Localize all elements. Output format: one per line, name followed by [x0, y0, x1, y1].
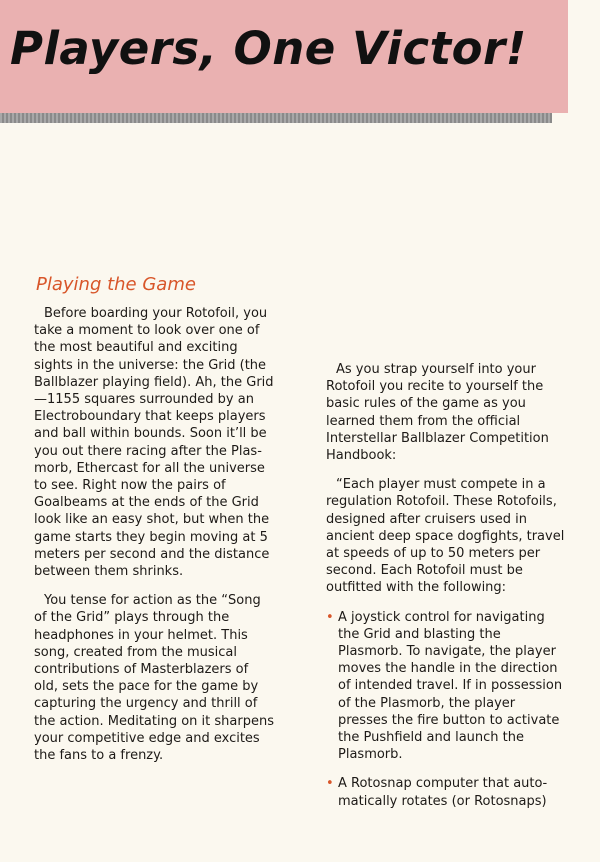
paragraph: Before boarding your Rotofoil, you take a moment to look over one of the most beautiful and exciting sights in the universe: the Grid (the Ballblazer playing field). Ah, the Grid—1155 squares surrounded by an Electroboundary that keeps players and ball within bounds. Soon it’ll be you out there racing after the Plasmorb, Ethercast for all the universe to see. Right now the pairs of Goalbeams at the ends of the Grid look like an easy shot, but when the game starts they begin moving at 5 meters per second and the distance between them shrinks. — [34, 306, 274, 580]
page-title: Players, One Victor! — [10, 22, 527, 75]
banner-stripe — [0, 113, 552, 123]
list-item-text: A Rotosnap computer that automatically rotates (or Rotosnaps) — [338, 776, 548, 809]
list-item — [326, 775, 568, 809]
bullet-list — [326, 609, 568, 810]
bullet-icon: • — [326, 609, 334, 625]
title-banner — [0, 0, 568, 113]
right-column — [326, 361, 568, 822]
left-column — [34, 305, 276, 776]
bullet-icon: • — [326, 776, 334, 792]
list-item — [326, 609, 568, 764]
paragraph: You tense for action as the “Song of the Grid” plays through the headphones in your helmet. This song, created from the musical contributions of Masterblazers of old, sets the pace for the game by capturing the urgency and thrill of the action. Meditating on it sharpens your competitive edge and excites the fans to a frenzy. — [34, 593, 274, 764]
paragraph: As you strap yourself into your Rotofoil you recite to yourself the basic rules of the game as you learned them from the official Interstellar Ballblazer Competition Handbook: — [326, 362, 549, 464]
paragraph: “Each player must compete in a regulation Rotofoil. These Rotofoils, designed after cruisers used in ancient deep space dogfights, travel at speeds of up to 50 meters per second. Each Rotofoil must be outfitted with the following: — [326, 477, 565, 596]
list-item-text: A joystick control for navigating the Grid and blasting the Plasmorb. To navigate, the player moves the handle in the direction of intended travel. If in possession of the Plasmorb, the player presses the fire button to activate the Pushfield and launch the Plasmorb. — [338, 609, 563, 763]
section-heading: Playing the Game — [36, 274, 196, 295]
